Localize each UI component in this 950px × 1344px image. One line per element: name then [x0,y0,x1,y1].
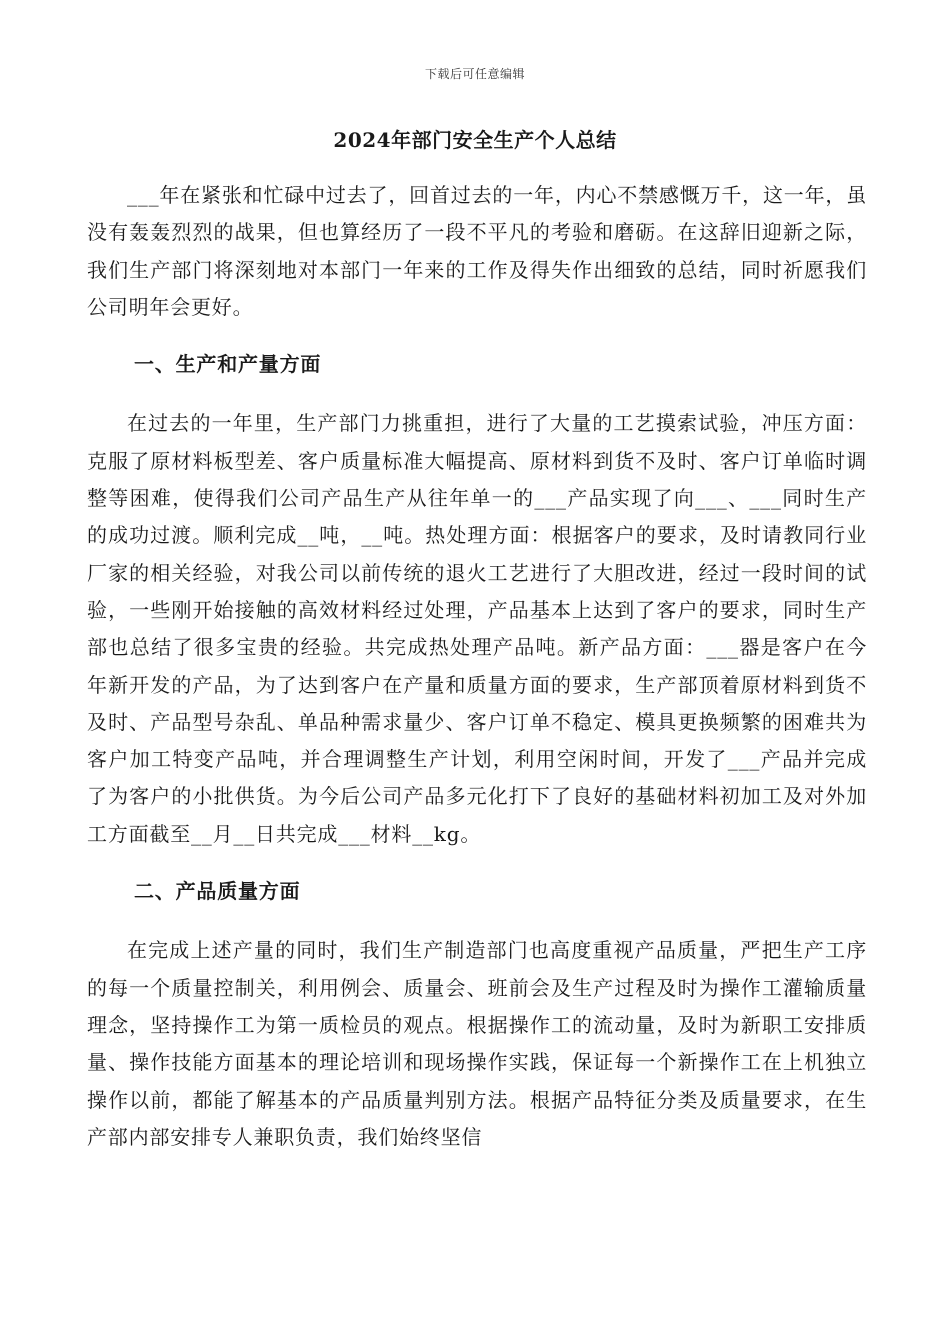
document-title: 2024年部门安全生产个人总结 [333,128,617,152]
intro-paragraph: ___年在紧张和忙碌中过去了，回首过去的一年，内心不禁感慨万千，这一年，虽没有轰轰烈烈的战果，但也算经历了一段不平凡的考验和磨砺。在这辞旧迎新之际，我们生产部门将深刻地对本部门一年来的工作及得失作出细致的总结，同时祈愿我们公司明年会更好。 [87,183,867,319]
document-body [87,177,867,1156]
section-heading-production: 一、生产和产量方面 [134,352,322,377]
section-paragraph-production: 在过去的一年里，生产部门力挑重担，进行了大量的工艺摸索试验，冲压方面：克服了原材料板型差、客户质量标准大幅提高、原材料到货不及时、客户订单临时调整等困难，使得我们公司产品生产从往年单一的___产品实现了向___、___同时生产的成功过渡。顺利完成__吨，__吨。热处理方面：根据客户的要求，及时请教同行业厂家的相关经验，对我公司以前传统的退火工艺进行了大胆改进，经过一段时间的试验，一些刚开始接触的高效材料经过处理，产品基本上达到了客户的要求，同时生产部也总结了很多宝贵的经验。共完成热处理产品吨。新产品方面：___器是客户在今年新开发的产品，为了达到客户在产量和质量方面的要求，生产部顶着原材料到货不及时、产品型号杂乱、单品种需求量少、客户订单不稳定、模具更换频繁的困难共为客户加工特变产品吨，并合理调整生产计划，利用空闲时间，开发了___产品并完成了为客户的小批供货。为今后公司产品多元化打下了良好的基础材料初加工及对外加工方面截至__月__日共完成___材料__kg。 [87,411,867,846]
section-paragraph-quality: 在完成上述产量的同时，我们生产制造部门也高度重视产品质量，严把生产工序的每一个质量控制关，利用例会、质量会、班前会及生产过程及时为操作工灌输质量理念，坚持操作工为第一质检员的观点。根据操作工的流动量，及时为新职工安排质量、操作技能方面基本的理论培训和现场操作实践，保证每一个新操作工在上机独立操作以前，都能了解基本的产品质量判别方法。根据产品特征分类及质量要求，在生产部内部安排专人兼职负责，我们始终坚信 [87,938,867,1149]
header-note: 下载后可任意编辑 [424,67,525,81]
section-heading-quality: 二、产品质量方面 [134,879,301,904]
